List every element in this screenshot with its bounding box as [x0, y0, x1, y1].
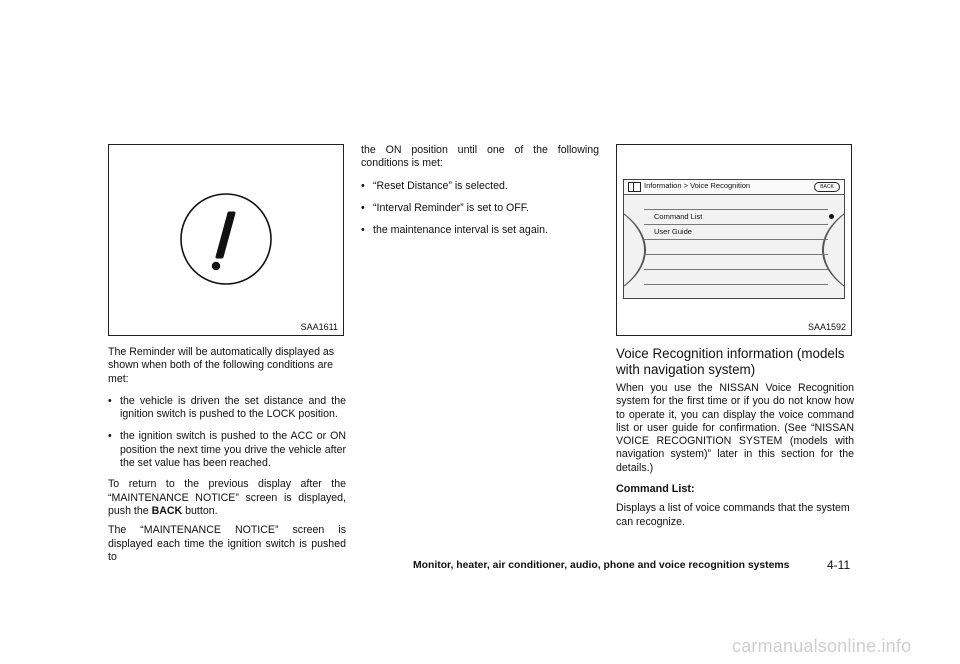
text-run: To return to the previous display after the “MAINTENANCE NOTICE” screen is displayed, push the: [108, 478, 346, 517]
paragraph: The “MAINTENANCE NOTICE” screen is displayed each time the ignition switch is pushed to: [108, 524, 346, 563]
middle-column: [361, 144, 599, 237]
bullet-item: [108, 395, 346, 422]
bullet-text: the vehicle is driven the set distance and the ignition switch is pushed to the LOCK position.: [120, 394, 346, 421]
menu-divider: [644, 269, 828, 270]
menu-divider: [644, 209, 828, 210]
right-column: [616, 144, 854, 529]
watermark: carmanualsonline.info: [732, 636, 912, 656]
bullet-item: [361, 202, 599, 215]
bullet-text: “Interval Reminder” is set to OFF.: [373, 201, 530, 214]
nav-screen: [623, 179, 845, 299]
right-arc-decoration: [822, 185, 845, 299]
left-arc-decoration: [623, 185, 646, 299]
bullet-text: the maintenance interval is set again.: [373, 224, 548, 237]
menu-divider: [644, 254, 828, 255]
paragraph: the ON position until one of the following conditions is met:: [361, 144, 599, 170]
menu-area: [624, 195, 844, 299]
exclamation-circle-icon: [109, 145, 345, 337]
menu-divider: [644, 224, 828, 225]
bullet-dot: •: [361, 201, 365, 214]
selection-dot-icon: [829, 214, 834, 219]
bullet-item: [361, 180, 599, 193]
bullet-text: the ignition switch is pushed to the ACC or ON position the next time you drive the vehicle after the set value has been reached.: [120, 430, 346, 470]
bullet-dot: •: [361, 224, 365, 237]
bullet-dot: •: [108, 430, 112, 443]
paragraph: When you use the NISSAN Voice Recognition system for the first time or if you do not know how to operate it, you can display the voice command list or user guide for confirmation. (See “NISSAN VOICE RECOGNITION SYSTEM (models with navigation system)” later in this section for the details.): [616, 382, 854, 474]
text-run: button.: [182, 504, 218, 517]
figure-code: SAA1592: [807, 322, 846, 332]
bullet-item: [361, 224, 599, 237]
menu-item-command-list: Command List: [654, 212, 703, 221]
menu-divider: [644, 284, 828, 285]
bullet-dot: •: [108, 394, 112, 407]
menu-item-user-guide: User Guide: [654, 227, 692, 236]
screen-title: Information > Voice Recognition: [644, 181, 751, 190]
back-button: BACK: [814, 182, 840, 192]
info-icon: [628, 182, 641, 192]
paragraph: [108, 478, 346, 518]
voice-recognition-figure: [616, 144, 852, 336]
figure-code: SAA1611: [300, 322, 338, 332]
screen-header: [624, 180, 844, 195]
menu-divider: [644, 239, 828, 240]
paragraph: The Reminder will be automatically displayed as shown when both of the following conditions are met:: [108, 346, 335, 385]
footer-section-title: Monitor, heater, air conditioner, audio, phone and voice recognition systems: [413, 560, 790, 571]
bullet-item: [108, 430, 346, 470]
left-column: [108, 144, 346, 564]
subheading-command-list: Command List:: [616, 483, 695, 496]
paragraph: Displays a list of voice commands that the system can recognize.: [616, 502, 850, 528]
bullet-text: “Reset Distance” is selected.: [373, 179, 508, 192]
section-heading: Voice Recognition information (models with navigation system): [616, 346, 845, 377]
page-number: 4-11: [827, 558, 851, 572]
back-button-label: BACK: [151, 504, 183, 517]
bullet-dot: •: [361, 179, 365, 192]
warning-figure: [108, 144, 344, 336]
